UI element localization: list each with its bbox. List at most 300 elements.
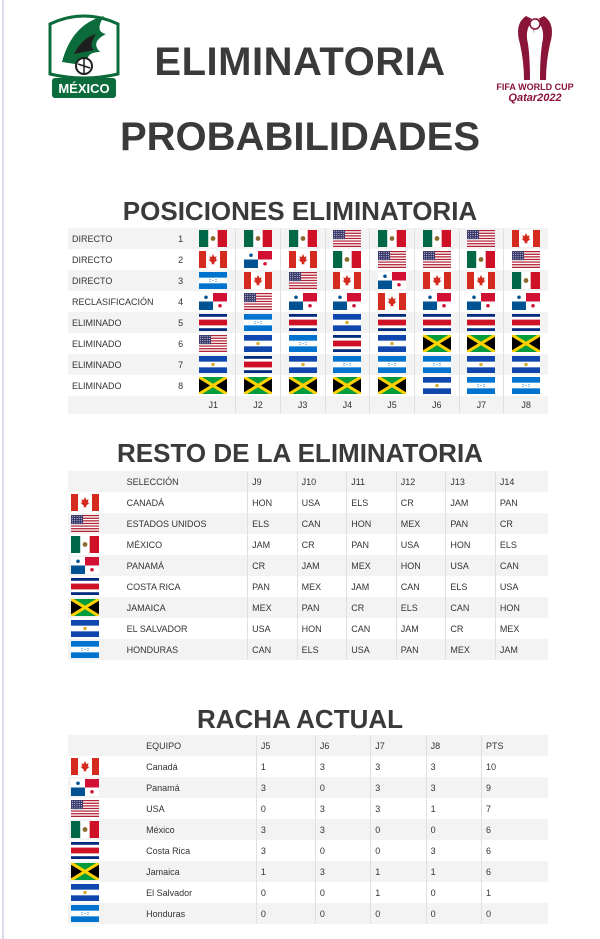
el-salvador-flag-icon <box>199 356 227 373</box>
position-flag-cell <box>459 228 504 249</box>
points-value: 0 <box>315 903 370 924</box>
empty-cell <box>68 735 142 756</box>
points-value: 0 <box>256 903 315 924</box>
team-flag-cell <box>68 903 142 924</box>
el-salvador-flag-icon <box>512 356 540 373</box>
position-flag-cell <box>459 333 504 354</box>
usa-flag-icon <box>71 800 99 817</box>
position-status-label: ELIMINADO <box>68 333 164 354</box>
team-name: PANAMÁ <box>123 555 248 576</box>
table-row <box>68 375 548 396</box>
position-flag-cell <box>236 228 281 249</box>
panama-flag-icon <box>71 557 99 574</box>
positions-table <box>68 228 548 414</box>
opponent-code: MEX <box>396 513 446 534</box>
round-label: J6 <box>414 396 459 414</box>
position-number: 7 <box>164 354 192 375</box>
table-row <box>68 249 548 270</box>
el-salvador-flag-icon <box>244 335 272 352</box>
opponent-code: ELS <box>396 597 446 618</box>
table-row <box>68 756 548 777</box>
empty-cell <box>68 471 123 492</box>
column-header: SELECCIÓN <box>123 471 248 492</box>
points-value: 6 <box>481 861 548 882</box>
costa-rica-flag-icon <box>71 578 99 595</box>
team-flag-cell <box>68 861 142 882</box>
team-flag-cell <box>68 756 142 777</box>
round-header-row <box>68 396 548 414</box>
position-number: 5 <box>164 312 192 333</box>
position-flag-cell <box>414 312 459 333</box>
team-name: ESTADOS UNIDOS <box>123 513 248 534</box>
position-flag-cell <box>414 333 459 354</box>
mexico-flag-icon <box>467 251 495 268</box>
fifa-logo-line1: FIFA WORLD CUP <box>496 82 574 92</box>
table-row <box>68 882 548 903</box>
opponent-code: MEX <box>347 555 397 576</box>
team-flag-cell <box>68 882 142 903</box>
points-value: 1 <box>371 861 426 882</box>
mexico-flag-icon <box>289 230 317 247</box>
position-flag-cell <box>370 333 415 354</box>
position-flag-cell <box>459 354 504 375</box>
column-header: J6 <box>315 735 370 756</box>
position-flag-cell <box>414 291 459 312</box>
el-salvador-flag-icon <box>71 884 99 901</box>
honduras-flag-icon <box>244 314 272 331</box>
table-row <box>68 798 548 819</box>
team-name: EL SALVADOR <box>123 618 248 639</box>
canada-flag-icon <box>199 251 227 268</box>
position-flag-cell <box>280 228 325 249</box>
round-label: J2 <box>236 396 281 414</box>
canada-flag-icon <box>378 293 406 310</box>
team-flag-cell <box>68 819 142 840</box>
opponent-code: CAN <box>396 576 446 597</box>
round-label: J8 <box>504 396 548 414</box>
costa-rica-flag-icon <box>512 314 540 331</box>
position-flag-cell <box>414 228 459 249</box>
jamaica-flag-icon <box>71 599 99 616</box>
position-flag-cell <box>504 375 548 396</box>
usa-flag-icon <box>512 251 540 268</box>
position-status-label: DIRECTO <box>68 270 164 291</box>
position-flag-cell <box>236 333 281 354</box>
points-value: 0 <box>315 840 370 861</box>
honduras-flag-icon <box>423 356 451 373</box>
remaining-schedule-table <box>68 471 548 660</box>
table-row <box>68 639 548 660</box>
streak-table <box>68 735 548 924</box>
position-flag-cell <box>370 249 415 270</box>
honduras-flag-icon <box>512 377 540 394</box>
mexico-flag-icon <box>333 251 361 268</box>
table-row <box>68 819 548 840</box>
position-flag-cell <box>236 270 281 291</box>
opponent-code: HON <box>297 618 347 639</box>
points-value: 6 <box>481 840 548 861</box>
opponent-code: CAN <box>446 597 496 618</box>
position-number: 4 <box>164 291 192 312</box>
points-value: 0 <box>256 882 315 903</box>
position-flag-cell <box>459 291 504 312</box>
honduras-flag-icon <box>71 641 99 658</box>
opponent-code: USA <box>248 618 298 639</box>
opponent-code: MEX <box>495 618 548 639</box>
mexico-flag-icon <box>378 230 406 247</box>
points-value: 1 <box>256 861 315 882</box>
position-flag-cell <box>191 354 235 375</box>
table-row <box>68 777 548 798</box>
panama-flag-icon <box>333 293 361 310</box>
round-label: J1 <box>191 396 235 414</box>
points-value: 3 <box>315 819 370 840</box>
table-row <box>68 576 548 597</box>
points-value: 3 <box>371 798 426 819</box>
position-flag-cell <box>459 375 504 396</box>
position-flag-cell <box>280 249 325 270</box>
position-flag-cell <box>236 375 281 396</box>
table-row <box>68 312 548 333</box>
el-salvador-flag-icon <box>378 335 406 352</box>
opponent-code: JAM <box>297 555 347 576</box>
jamaica-flag-icon <box>378 377 406 394</box>
team-flag-cell <box>68 777 142 798</box>
position-flag-cell <box>370 270 415 291</box>
table-row <box>68 861 548 882</box>
opponent-code: JAM <box>446 492 496 513</box>
team-name: CANADÁ <box>123 492 248 513</box>
opponent-code: CR <box>347 597 397 618</box>
position-flag-cell <box>280 333 325 354</box>
opponent-code: HON <box>396 555 446 576</box>
jamaica-flag-icon <box>244 377 272 394</box>
position-flag-cell <box>325 354 370 375</box>
points-value: 0 <box>371 819 426 840</box>
table-row <box>68 840 548 861</box>
team-name: JAMAICA <box>123 597 248 618</box>
position-flag-cell <box>370 291 415 312</box>
points-value: 0 <box>315 882 370 903</box>
table-row <box>68 492 548 513</box>
opponent-code: USA <box>446 555 496 576</box>
table-row <box>68 291 548 312</box>
column-header: J11 <box>347 471 397 492</box>
el-salvador-flag-icon <box>333 314 361 331</box>
points-value: 1 <box>256 756 315 777</box>
position-status-label: DIRECTO <box>68 249 164 270</box>
position-flag-cell <box>504 249 548 270</box>
mexico-flag-icon <box>423 230 451 247</box>
el-salvador-flag-icon <box>467 356 495 373</box>
panama-flag-icon <box>71 779 99 796</box>
position-status-label: DIRECTO <box>68 228 164 249</box>
column-header: J13 <box>446 471 496 492</box>
honduras-flag-icon <box>378 356 406 373</box>
column-header: J9 <box>248 471 298 492</box>
remaining-section-title: RESTO DE LA ELIMINATORIA <box>117 438 483 468</box>
position-flag-cell <box>504 291 548 312</box>
panama-flag-icon <box>378 272 406 289</box>
opponent-code: ELS <box>495 534 548 555</box>
position-flag-cell <box>236 312 281 333</box>
opponent-code: USA <box>347 639 397 660</box>
position-flag-cell <box>191 249 235 270</box>
costa-rica-flag-icon <box>378 314 406 331</box>
points-value: 3 <box>256 777 315 798</box>
opponent-code: ELS <box>248 513 298 534</box>
position-flag-cell <box>280 312 325 333</box>
jamaica-flag-icon <box>333 377 361 394</box>
team-flag-cell <box>68 840 142 861</box>
position-flag-cell <box>414 249 459 270</box>
panama-flag-icon <box>512 293 540 310</box>
points-value: 0 <box>371 840 426 861</box>
opponent-code: PAN <box>396 639 446 660</box>
opponent-code: ELS <box>347 492 397 513</box>
el-salvador-flag-icon <box>423 377 451 394</box>
team-flag-cell <box>68 798 142 819</box>
position-flag-cell <box>280 375 325 396</box>
points-value: 0 <box>426 903 481 924</box>
position-flag-cell <box>370 228 415 249</box>
usa-flag-icon <box>333 230 361 247</box>
points-value: 3 <box>315 798 370 819</box>
positions-section-title: POSICIONES ELIMINATORIA <box>122 196 478 226</box>
points-value: 10 <box>481 756 548 777</box>
team-name: MÉXICO <box>123 534 248 555</box>
team-name: Costa Rica <box>142 840 256 861</box>
opponent-code: CR <box>396 492 446 513</box>
position-flag-cell <box>504 312 548 333</box>
position-flag-cell <box>325 249 370 270</box>
panama-flag-icon <box>467 293 495 310</box>
table-row <box>68 618 548 639</box>
mexico-flag-icon <box>71 821 99 838</box>
column-header: EQUIPO <box>142 735 256 756</box>
column-header: PTS <box>481 735 548 756</box>
points-value: 3 <box>426 777 481 798</box>
position-status-label: ELIMINADO <box>68 375 164 396</box>
honduras-flag-icon <box>71 905 99 922</box>
mexico-flag-icon <box>512 272 540 289</box>
position-number: 8 <box>164 375 192 396</box>
table-row <box>68 228 548 249</box>
position-number: 3 <box>164 270 192 291</box>
canada-flag-icon <box>512 230 540 247</box>
jamaica-flag-icon <box>467 335 495 352</box>
empty-cell <box>68 396 164 414</box>
team-flag-cell <box>68 618 123 639</box>
points-value: 3 <box>371 777 426 798</box>
points-value: 1 <box>426 798 481 819</box>
opponent-code: JAM <box>396 618 446 639</box>
points-value: 0 <box>426 819 481 840</box>
opponent-code: PAN <box>446 513 496 534</box>
honduras-flag-icon <box>333 356 361 373</box>
position-flag-cell <box>459 270 504 291</box>
team-name: COSTA RICA <box>123 576 248 597</box>
panama-flag-icon <box>199 293 227 310</box>
column-header: J5 <box>256 735 315 756</box>
round-label: J3 <box>280 396 325 414</box>
opponent-code: ELS <box>297 639 347 660</box>
opponent-code: CR <box>297 534 347 555</box>
jamaica-flag-icon <box>199 377 227 394</box>
column-header: J10 <box>297 471 347 492</box>
canada-flag-icon <box>333 272 361 289</box>
points-value: 7 <box>481 798 548 819</box>
empty-cell <box>164 396 192 414</box>
column-header: J14 <box>495 471 548 492</box>
el-salvador-flag-icon <box>71 620 99 637</box>
team-flag-cell <box>68 492 123 513</box>
costa-rica-flag-icon <box>467 314 495 331</box>
position-flag-cell <box>191 375 235 396</box>
team-name: HONDURAS <box>123 639 248 660</box>
points-value: 1 <box>426 861 481 882</box>
costa-rica-flag-icon <box>71 842 99 859</box>
position-flag-cell <box>325 333 370 354</box>
opponent-code: USA <box>396 534 446 555</box>
mexico-flag-icon <box>199 230 227 247</box>
mexico-flag-icon <box>244 230 272 247</box>
mexico-logo-text: MÉXICO <box>58 81 110 96</box>
opponent-code: CAN <box>495 555 548 576</box>
position-flag-cell <box>414 375 459 396</box>
points-value: 0 <box>315 777 370 798</box>
table-row <box>68 513 548 534</box>
position-number: 2 <box>164 249 192 270</box>
position-flag-cell <box>459 312 504 333</box>
position-flag-cell <box>325 228 370 249</box>
team-name: Jamaica <box>142 861 256 882</box>
points-value: 0 <box>426 882 481 903</box>
points-value: 0 <box>371 903 426 924</box>
position-flag-cell <box>280 354 325 375</box>
el-salvador-flag-icon <box>289 356 317 373</box>
fifa-logo-line2: Qatar2022 <box>508 92 562 104</box>
opponent-code: HON <box>495 597 548 618</box>
team-flag-cell <box>68 513 123 534</box>
position-flag-cell <box>370 354 415 375</box>
opponent-code: PAN <box>495 492 548 513</box>
position-flag-cell <box>191 291 235 312</box>
position-flag-cell <box>325 270 370 291</box>
jamaica-flag-icon <box>423 335 451 352</box>
usa-flag-icon <box>289 272 317 289</box>
opponent-code: CAN <box>347 618 397 639</box>
round-label: J7 <box>459 396 504 414</box>
team-name: Panamá <box>142 777 256 798</box>
position-flag-cell <box>459 249 504 270</box>
mexico-flag-icon <box>71 536 99 553</box>
opponent-code: CR <box>495 513 548 534</box>
canada-flag-icon <box>423 272 451 289</box>
costa-rica-flag-icon <box>423 314 451 331</box>
column-header: J7 <box>371 735 426 756</box>
canada-flag-icon <box>467 272 495 289</box>
table-header-row <box>68 471 548 492</box>
points-value: 0 <box>481 903 548 924</box>
opponent-code: ELS <box>446 576 496 597</box>
panama-flag-icon <box>423 293 451 310</box>
team-name: Honduras <box>142 903 256 924</box>
position-status-label: ELIMINADO <box>68 312 164 333</box>
usa-flag-icon <box>467 230 495 247</box>
points-value: 1 <box>481 882 548 903</box>
position-flag-cell <box>191 270 235 291</box>
opponent-code: JAM <box>248 534 298 555</box>
position-flag-cell <box>280 291 325 312</box>
position-flag-cell <box>504 228 548 249</box>
costa-rica-flag-icon <box>199 314 227 331</box>
team-name: Canadá <box>142 756 256 777</box>
usa-flag-icon <box>71 515 99 532</box>
position-number: 6 <box>164 333 192 354</box>
points-value: 9 <box>481 777 548 798</box>
position-flag-cell <box>504 354 548 375</box>
points-value: 3 <box>256 840 315 861</box>
points-value: 1 <box>371 882 426 903</box>
points-value: 6 <box>481 819 548 840</box>
table-row <box>68 903 548 924</box>
streak-section-title: RACHA ACTUAL <box>196 704 404 734</box>
points-value: 3 <box>256 819 315 840</box>
usa-flag-icon <box>378 251 406 268</box>
position-flag-cell <box>414 270 459 291</box>
position-flag-cell <box>504 333 548 354</box>
canada-flag-icon <box>289 251 317 268</box>
usa-flag-icon <box>199 335 227 352</box>
opponent-code: CAN <box>248 639 298 660</box>
opponent-code: HON <box>446 534 496 555</box>
position-flag-cell <box>280 270 325 291</box>
opponent-code: CR <box>248 555 298 576</box>
opponent-code: PAN <box>347 534 397 555</box>
points-value: 3 <box>426 756 481 777</box>
position-flag-cell <box>370 312 415 333</box>
position-flag-cell <box>236 249 281 270</box>
position-flag-cell <box>325 312 370 333</box>
opponent-code: JAM <box>495 639 548 660</box>
opponent-code: MEX <box>446 639 496 660</box>
usa-flag-icon <box>423 251 451 268</box>
opponent-code: PAN <box>297 597 347 618</box>
costa-rica-flag-icon <box>333 335 361 352</box>
points-value: 0 <box>256 798 315 819</box>
position-flag-cell <box>236 354 281 375</box>
opponent-code: PAN <box>248 576 298 597</box>
position-flag-cell <box>236 291 281 312</box>
position-status-label: ELIMINADO <box>68 354 164 375</box>
canada-flag-icon <box>71 494 99 511</box>
team-name: El Salvador <box>142 882 256 903</box>
opponent-code: USA <box>495 576 548 597</box>
team-flag-cell <box>68 534 123 555</box>
team-flag-cell <box>68 597 123 618</box>
position-flag-cell <box>325 375 370 396</box>
position-flag-cell <box>414 354 459 375</box>
position-flag-cell <box>191 333 235 354</box>
panama-flag-icon <box>244 251 272 268</box>
opponent-code: MEX <box>248 597 298 618</box>
opponent-code: CAN <box>297 513 347 534</box>
position-status-label: RECLASIFICACIÓN <box>68 291 164 312</box>
points-value: 3 <box>371 756 426 777</box>
jamaica-flag-icon <box>289 377 317 394</box>
opponent-code: MEX <box>297 576 347 597</box>
